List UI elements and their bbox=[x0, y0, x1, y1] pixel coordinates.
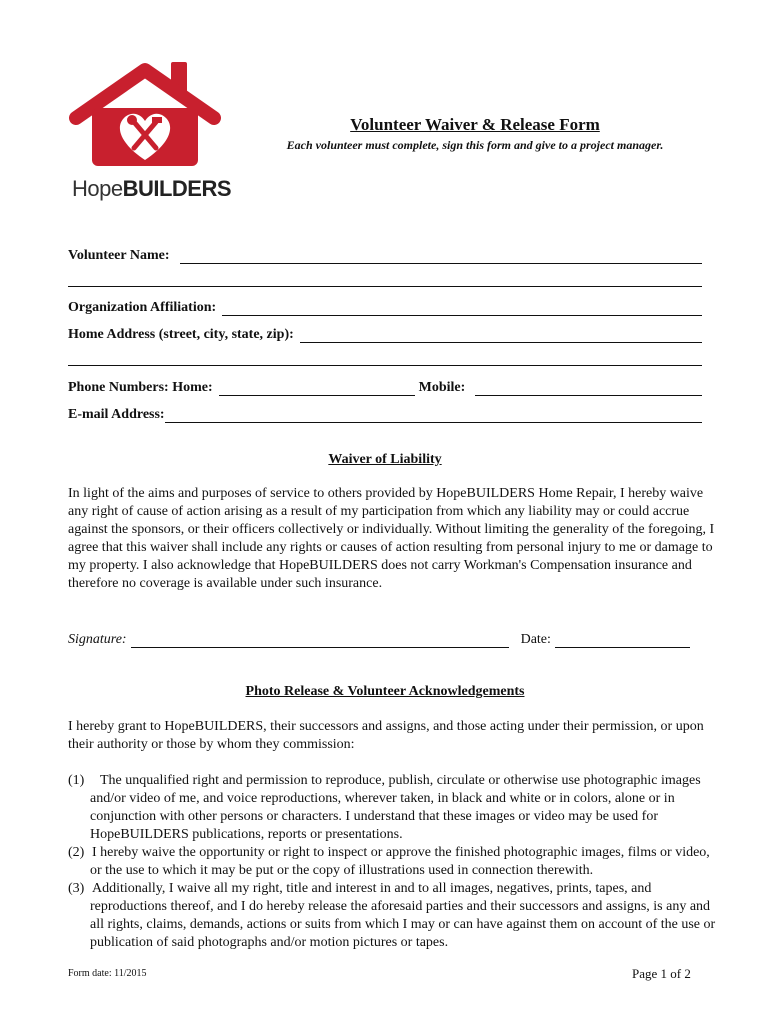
list-item bbox=[68, 772, 716, 844]
waiver-body: In light of the aims and purposes of service to others provided by HopeBUILDERS Home Repair, I hereby waive any right of cause of action arising as a result of my participation from which any liability may or could accrue against the sponsors, or their officers collectively or individually. Without limiting the generality of the foregoing, I agree that this waiver shall include any rights or causes of action resulting from personal injury to me or damage to my property. I also acknowledge that HopeBUILDERS does not carry Workman's Compensation insurance and therefore no coverage is available under such insurance. bbox=[68, 486, 715, 591]
home-address-extra-line[interactable] bbox=[68, 365, 702, 366]
page-number: Page 1 of 2 bbox=[632, 966, 691, 981]
home-address-field[interactable] bbox=[300, 330, 702, 343]
form-date: Form date: 11/2015 bbox=[68, 968, 147, 979]
photo-release-heading: Photo Release & Volunteer Acknowledgements bbox=[245, 684, 525, 699]
volunteer-name-row bbox=[68, 246, 702, 264]
list-item-text: I hereby waive the opportunity or right to inspect or approve the finished photographic images, films or video, or the use to which it may be put or the copy of illustrations used in connection therewith. bbox=[90, 845, 710, 878]
email-label: E-mail Address: bbox=[68, 407, 165, 422]
volunteer-name-label: Volunteer Name: bbox=[68, 248, 170, 263]
phone-home-label: Phone Numbers: Home: bbox=[68, 380, 213, 395]
email-field[interactable] bbox=[165, 410, 702, 423]
list-item-number: (1) bbox=[68, 773, 85, 788]
signature-row bbox=[68, 630, 702, 648]
volunteer-name-extra-line[interactable] bbox=[68, 286, 702, 287]
form-title: Volunteer Waiver & Release Form bbox=[350, 115, 600, 134]
phone-mobile-label: Mobile: bbox=[418, 380, 466, 395]
phone-mobile-field[interactable] bbox=[475, 383, 702, 396]
list-item-text: The unqualified right and permission to reproduce, publish, circulate or otherwise use photographic images and/or video of me, and voice reproductions, wherever taken, in black and white or in colors, alone or in conjunction with other persons or characters. I understand that these images or video may be used for HopeBUILDERS publications, reports or presentations. bbox=[90, 773, 701, 842]
organization-label: Organization Affiliation: bbox=[68, 300, 217, 315]
waiver-heading: Waiver of Liability bbox=[328, 452, 442, 467]
signature-field[interactable] bbox=[131, 635, 509, 648]
email-row bbox=[68, 405, 702, 423]
phone-home-field[interactable] bbox=[219, 383, 415, 396]
logo-bold: BUILDERS bbox=[122, 176, 232, 201]
organization-row bbox=[68, 298, 702, 316]
signature-label: Signature: bbox=[68, 632, 127, 647]
form-subtitle: Each volunteer must complete, sign this form and give to a project manager. bbox=[286, 138, 664, 152]
list-item-number: (3) bbox=[68, 881, 85, 896]
logo-wordmark bbox=[72, 176, 231, 202]
date-field[interactable] bbox=[555, 635, 690, 648]
list-item-number: (2) bbox=[68, 845, 85, 860]
date-label: Date: bbox=[520, 632, 551, 647]
list-item bbox=[68, 880, 716, 952]
organization-field[interactable] bbox=[222, 303, 702, 316]
photo-release-intro: I hereby grant to HopeBUILDERS, their successors and assigns, and those acting under their permission, or upon their authority or those by whom they commission: bbox=[68, 719, 704, 752]
home-address-label: Home Address (street, city, state, zip): bbox=[68, 327, 294, 342]
home-address-row bbox=[68, 325, 702, 343]
list-item bbox=[68, 844, 716, 880]
volunteer-name-field[interactable] bbox=[180, 251, 703, 264]
phone-row bbox=[68, 378, 702, 396]
list-item-text: Additionally, I waive all my right, title and interest in and to all images, negatives, prints, tapes, and reproductions thereof, and I do hereby release the aforesaid parties and their successors and assigns, is any and all rights, claims, demands, actions or suits from which I may or can have against them on account of the use or publication of said photographs and/or motion pictures or tapes. bbox=[90, 881, 716, 950]
logo-prefix: Hope bbox=[72, 176, 123, 201]
